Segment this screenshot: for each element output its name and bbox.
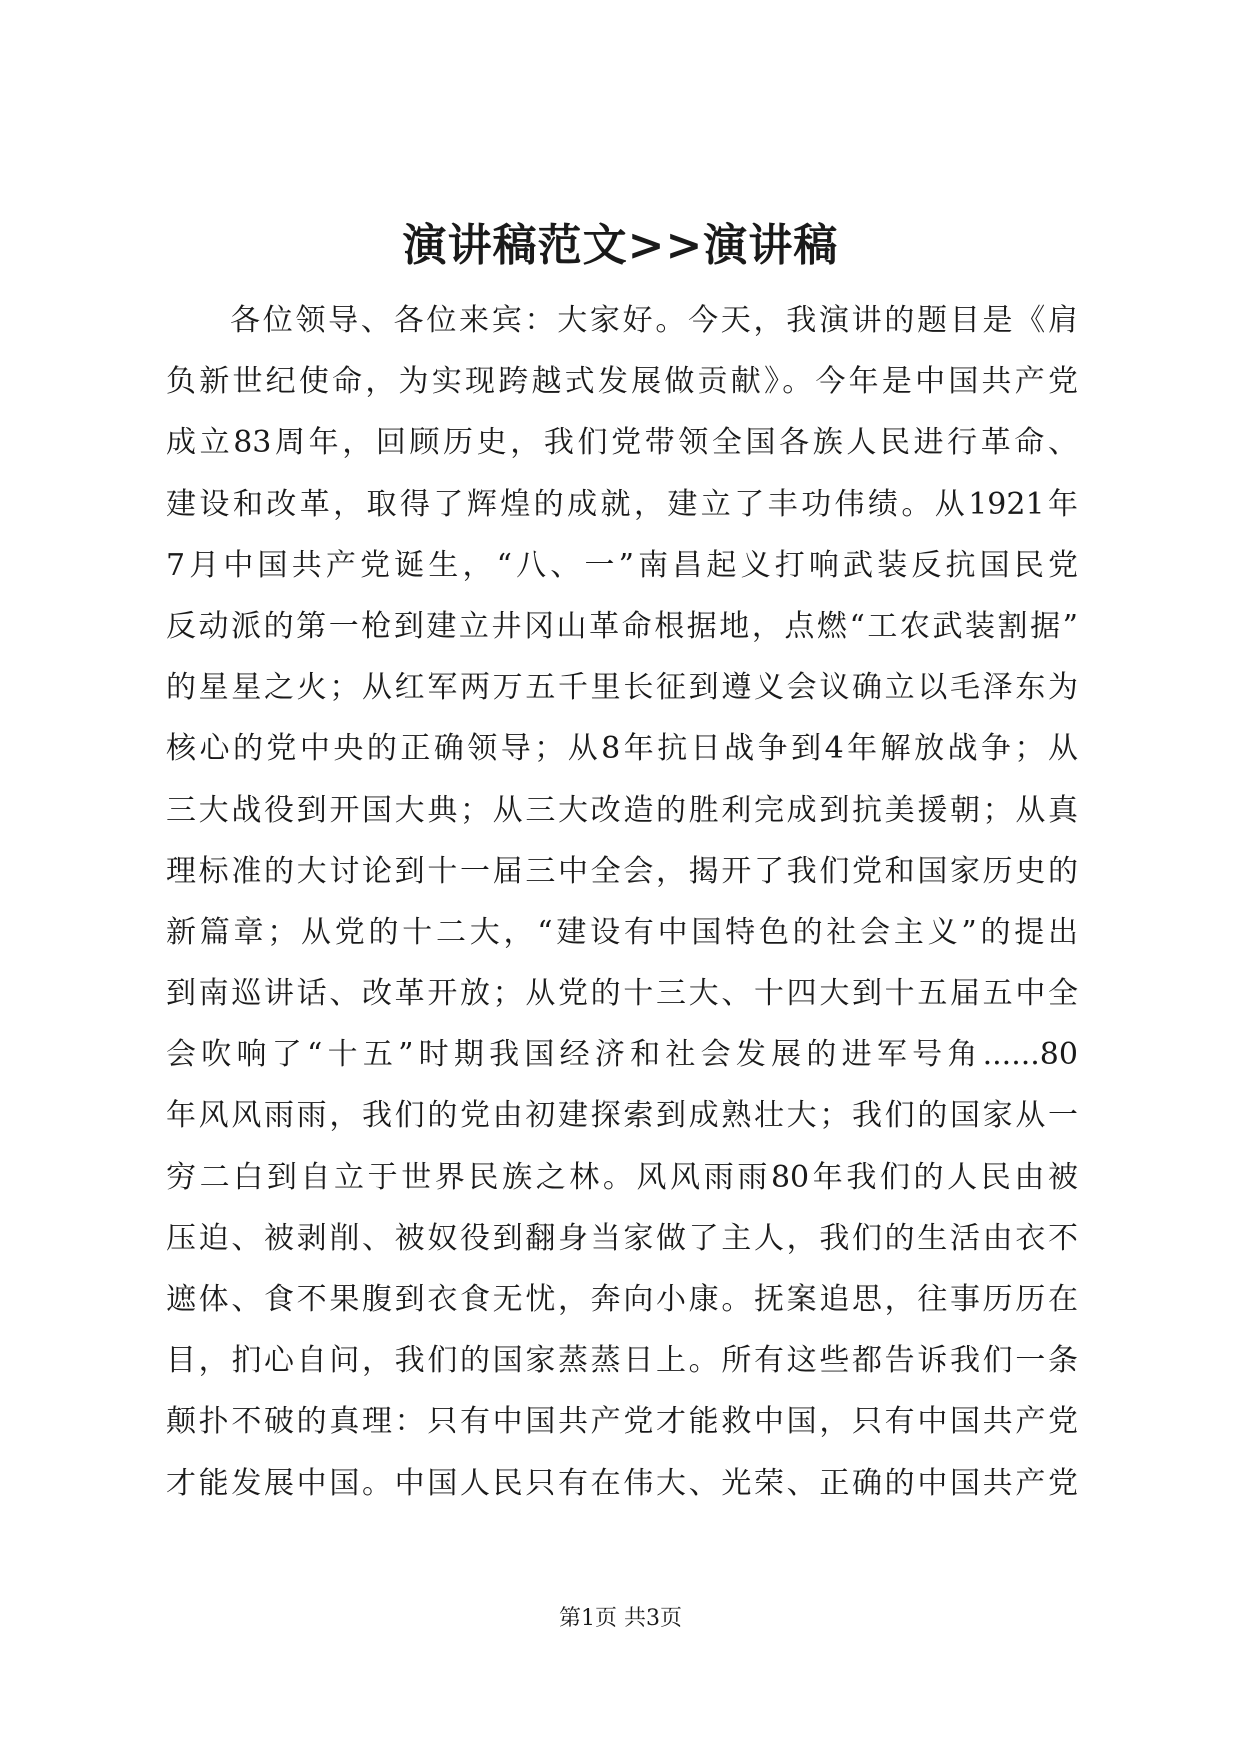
- text-line: 目，扪心自问，我们的国家蒸蒸日上。所有这些都告诉我们一条: [166, 1343, 1078, 1379]
- body-paragraph: [166, 290, 1078, 1514]
- text-line: 年风风雨雨，我们的党由初建探索到成熟壮大；我们的国家从一: [166, 1098, 1078, 1134]
- page-title: 演讲稿范文>>演讲稿: [402, 220, 839, 271]
- text-line: 才能发展中国。中国人民只有在伟大、光荣、正确的中国共产党: [166, 1465, 1078, 1501]
- text-line: 三大战役到开国大典；从三大改造的胜利完成到抗美援朝；从真: [166, 792, 1078, 828]
- text-line: 的星星之火；从红军两万五千里长征到遵义会议确立以毛泽东为: [166, 670, 1078, 706]
- text-line: 负新世纪使命，为实现跨越式发展做贡献》。今年是中国共产党: [166, 364, 1078, 400]
- text-line: 各位领导、各位来宾：大家好。今天，我演讲的题目是《肩: [230, 303, 1078, 338]
- text-line: 核心的党中央的正确领导；从8年抗日战争到4年解放战争；从: [166, 731, 1078, 767]
- text-line: 会吹响了“十五”时期我国经济和社会发展的进军号角......80: [166, 1037, 1078, 1073]
- text-line: 颠扑不破的真理：只有中国共产党才能救中国，只有中国共产党: [166, 1404, 1078, 1440]
- text-line: 理标准的大讨论到十一届三中全会，揭开了我们党和国家历史的: [166, 853, 1078, 889]
- text-line: 穷二白到自立于世界民族之林。风风雨雨80年我们的人民由被: [166, 1159, 1078, 1195]
- text-line: 压迫、被剥削、被奴役到翻身当家做了主人，我们的生活由衣不: [166, 1220, 1078, 1256]
- text-line: 7月中国共产党诞生，“八、一”南昌起义打响武装反抗国民党: [166, 547, 1078, 583]
- text-line: 新篇章；从党的十二大，“建设有中国特色的社会主义”的提出: [166, 914, 1078, 950]
- text-line: 到南巡讲话、改革开放；从党的十三大、十四大到十五届五中全: [166, 976, 1078, 1012]
- text-line: 成立83周年，回顾历史，我们党带领全国各族人民进行革命、: [166, 425, 1078, 461]
- page-footer: 第1页 共3页: [559, 1606, 682, 1631]
- text-line: 建设和改革，取得了辉煌的成就，建立了丰功伟绩。从1921年: [166, 486, 1078, 522]
- text-line: 反动派的第一枪到建立井冈山革命根据地，点燃“工农武装割据”: [166, 608, 1078, 644]
- text-line: 遮体、食不果腹到衣食无忧，奔向小康。抚案追思，往事历历在: [166, 1282, 1078, 1317]
